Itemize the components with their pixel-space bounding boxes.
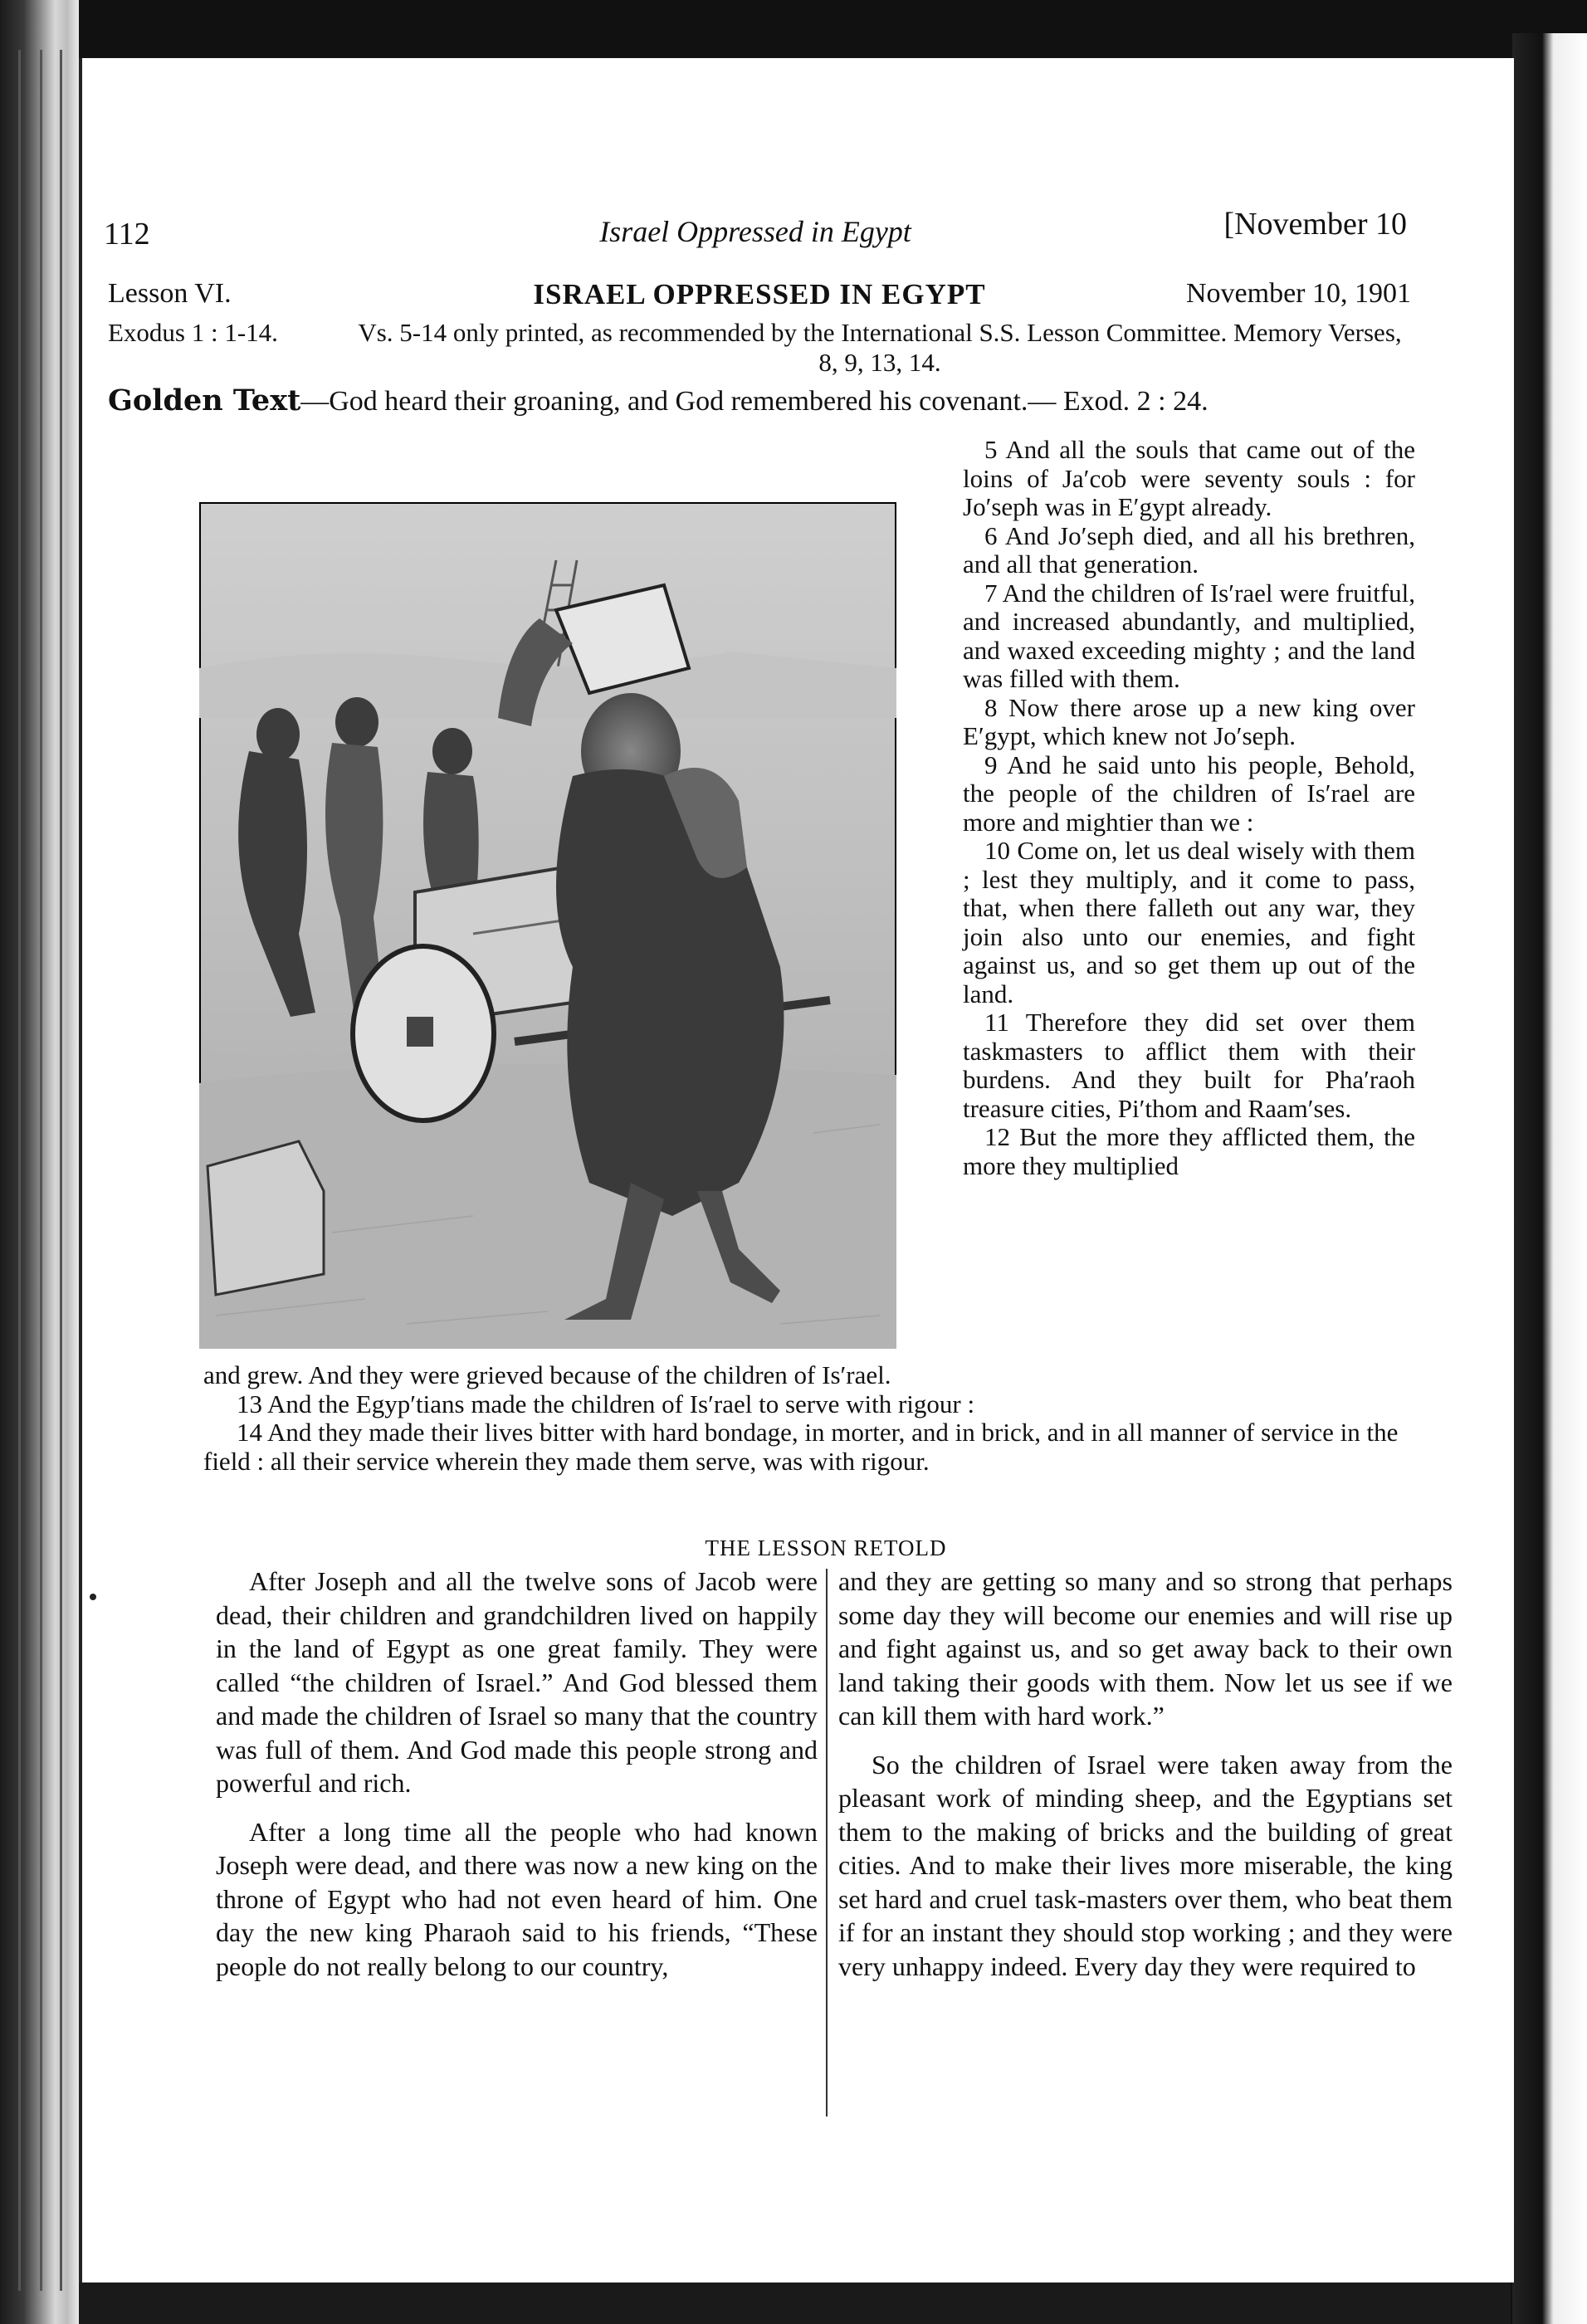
lesson-number: Lesson VI. xyxy=(108,278,232,309)
section-heading-lesson-retold: THE LESSON RETOLD xyxy=(705,1536,947,1560)
running-head xyxy=(104,158,1407,251)
running-date: [November 10 xyxy=(1223,207,1407,242)
retold-paragraph: After a long time all the people who had known Joseph were dead, and there was now a new king on the throne of Egypt who had not even heard of him. One day the new king Pharaoh said to his friends, “These people do not really belong to our country, xyxy=(216,1816,818,1981)
golden-text-label: Golden Text xyxy=(108,383,301,417)
retold-paragraph: After Joseph and all the twelve sons of Jacob were dead, their children and grandchildren lived on happily in the land of Egypt as one great family. They were called “the children of Israel.” And God blessed them and made the children of Israel so many that the country was full of them. And God made this people strong and powerful and rich. xyxy=(216,1566,818,1798)
retold-paragraph: and they are getting so many and so strong that perhaps some day they will become our enemies and will rise up and fight against us, and so get away back to their own land taking their goods with them. Now let us see if we can kill them with hard work.” xyxy=(838,1566,1453,1731)
verse-10: 10 Come on, let us deal wisely with them ; lest they multiply, and it come to pass, that, when there falleth out any war, they join also unto our enemies, and fight against us, and so get them up out of the land. xyxy=(963,836,1415,1008)
lesson-title: ISRAEL OPPRESSED IN EGYPT xyxy=(533,278,986,310)
golden-text xyxy=(108,383,1411,419)
retold-left-column xyxy=(216,1565,818,1998)
margin-mark xyxy=(90,1594,96,1600)
scripture-verses-continued xyxy=(203,1361,1448,1476)
retold-paragraph: So the children of Israel were taken away from the pleasant work of minding sheep, and the Egyptians set them to the making of bricks and the building of great cities. And to make their lives more miserable, the king set hard and cruel task-masters over them, who beat them if for an instant they should stop working ; and they were very unhappy indeed. Every day they were required to xyxy=(838,1749,1453,1981)
verse-8: 8 Now there arose up a new king over E′gypt, which knew not Jo′seph. xyxy=(963,692,1415,750)
page-number: 112 xyxy=(104,217,150,251)
verse-5: 5 And all the souls that came out of the loins of Ja′cob were seventy souls : for Jo′seph was in E′gypt already. xyxy=(963,435,1415,521)
column-divider xyxy=(826,1569,828,2116)
scripture-passage: Exodus 1 : 1-14. xyxy=(108,318,278,347)
golden-text-body: —God heard their groaning, and God remembered his covenant.— Exod. 2 : 24. xyxy=(300,386,1209,417)
verse-12-continued: and grew. And they were grieved because of the children of Is′rael. xyxy=(203,1360,891,1389)
verse-11: 11 Therefore they did set over them taskmasters to afflict them with their burdens. And they built for Pha′raoh treasure cities, Pi′thom and Raam′ses. xyxy=(963,1008,1415,1123)
facing-page-edge xyxy=(1512,33,1587,2324)
lesson-date: November 10, 1901 xyxy=(1185,278,1411,309)
verse-13: 13 And the Egyp′tians made the children of Is′rael to serve with rigour : xyxy=(237,1389,975,1418)
verse-12: 12 But the more they afflicted them, the more they multiplied xyxy=(963,1122,1415,1180)
scan-shadow xyxy=(79,2278,1511,2324)
illustration-israelites-hauling-stone xyxy=(199,502,896,1349)
page-edge-line xyxy=(40,50,42,2291)
verse-14: 14 And they made their lives bitter with hard bondage, in morter, and in brick, and in all manner of service in the field : all their service wherein they made them serve, was with rigour. xyxy=(203,1418,1399,1476)
scripture-verses-column xyxy=(963,436,1415,1180)
printing-note: Vs. 5-14 only printed, as recommended by the International S.S. Lesson Committee. Memory Verses, 8, 9, 13, 14. xyxy=(358,318,1402,377)
page-edge-line xyxy=(18,50,21,2291)
page-edge-line xyxy=(60,50,62,2291)
running-title: Israel Oppressed in Egypt xyxy=(599,215,911,248)
verse-9: 9 And he said unto his people, Behold, the people of the children of Is′rael are more and mightier than we : xyxy=(963,749,1415,837)
lesson-header xyxy=(108,278,1411,320)
verse-7: 7 And the children of Is′rael were fruitful, and increased abundantly, and multiplied, and waxed exceeding mighty ; and the land was filled with them. xyxy=(963,578,1415,693)
retold-right-column xyxy=(838,1565,1453,1998)
verse-6: 6 And Jo′seph died, and all his brethren, and all that generation. xyxy=(963,520,1415,579)
